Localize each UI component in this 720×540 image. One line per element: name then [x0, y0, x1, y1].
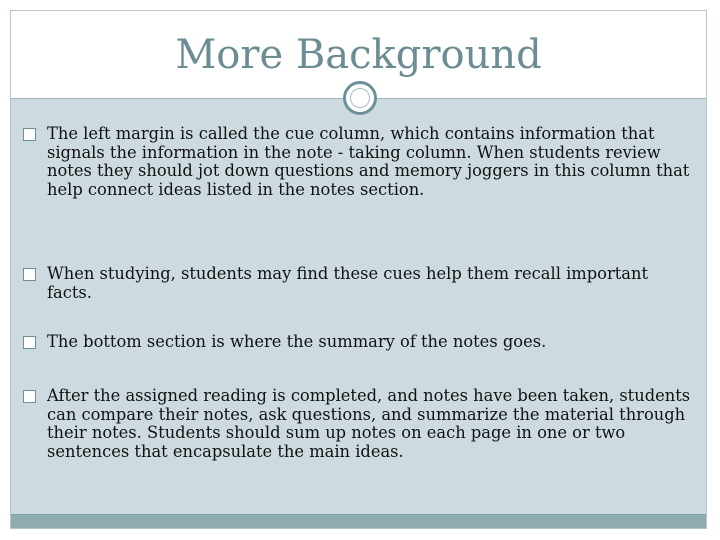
bullet-square-icon [23, 268, 36, 281]
slide [10, 10, 707, 529]
bullet-text: The bottom section is where the summary of the notes goes. [47, 332, 547, 351]
bullet-item [23, 387, 693, 461]
bullet-square-icon [23, 390, 36, 403]
bullet-square-icon [23, 336, 36, 349]
footer-bar [11, 514, 706, 528]
bullet-text: After the assigned reading is completed, and notes have been taken, students can compare their notes, ask questions, and summarize the material through their notes. Students should sum up notes on each page in one or two sentences that encapsulate the main ideas. [47, 386, 691, 461]
bullet-text: The left margin is called the cue column, which contains information that signals the information in the note - taking column. When students review notes they should jot down questions and memory joggers in this column that help connect ideas listed in the notes section. [47, 124, 690, 199]
bullet-text: When studying, students may find these cues help them recall important facts. [47, 264, 649, 302]
ring-icon [343, 81, 377, 115]
bullet-item [23, 125, 693, 199]
bullet-square-icon [23, 128, 36, 141]
slide-title: More Background [175, 32, 542, 78]
bullet-item [23, 333, 693, 352]
bullet-item [23, 265, 693, 302]
